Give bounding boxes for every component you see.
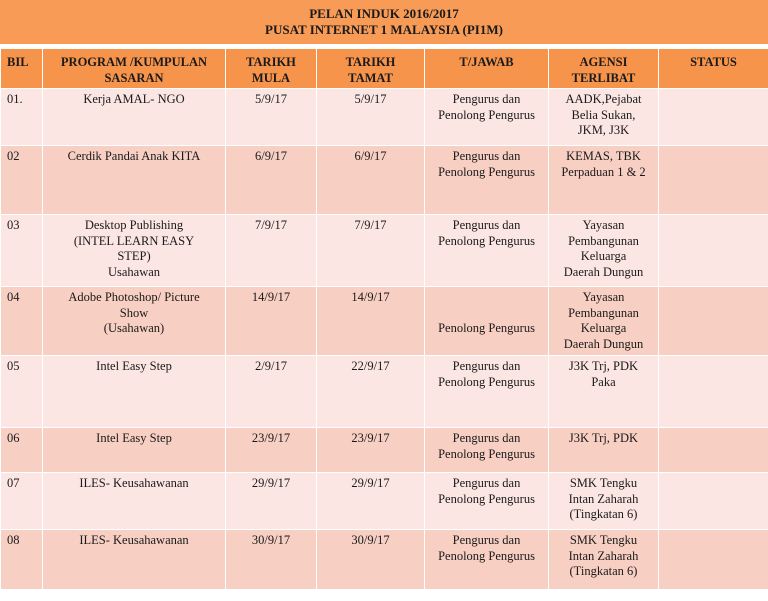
- plan-table: [0, 48, 768, 590]
- cell-tarikh-mula: 23/9/17: [226, 428, 317, 473]
- cell-tarikh-tamat: 5/9/17: [317, 89, 425, 146]
- table-row: [1, 473, 768, 530]
- cell-tarikh-mula: 6/9/17: [226, 146, 317, 215]
- cell-tjawab: Pengurus dan Penolong Pengurus: [425, 146, 549, 215]
- header-bil: BIL: [1, 49, 43, 89]
- cell-status: [659, 89, 768, 146]
- cell-tarikh-tamat: 7/9/17: [317, 215, 425, 287]
- cell-agensi: J3K Trj, PDK: [549, 428, 659, 473]
- cell-tarikh-tamat: 30/9/17: [317, 530, 425, 590]
- cell-bil: 04: [1, 287, 43, 356]
- cell-bil: 08: [1, 530, 43, 590]
- cell-program: Desktop Publishing (INTEL LEARN EASY STEP) Usahawan: [43, 215, 226, 287]
- cell-program: ILES- Keusahawanan: [43, 530, 226, 590]
- cell-tarikh-mula: 5/9/17: [226, 89, 317, 146]
- title-line-2: PUSAT INTERNET 1 MALAYSIA (PI1M): [265, 22, 503, 37]
- cell-agensi: Yayasan Pembangunan Keluarga Daerah Dungun: [549, 287, 659, 356]
- cell-program: Intel Easy Step: [43, 428, 226, 473]
- cell-tarikh-tamat: 23/9/17: [317, 428, 425, 473]
- header-tjawab: T/JAWAB: [425, 49, 549, 89]
- cell-tjawab: Pengurus dan Penolong Pengurus: [425, 89, 549, 146]
- cell-tarikh-mula: 30/9/17: [226, 530, 317, 590]
- cell-bil: 05: [1, 356, 43, 428]
- cell-tjawab: Pengurus dan Penolong Pengurus: [425, 473, 549, 530]
- cell-tjawab: Pengurus dan Penolong Pengurus: [425, 356, 549, 428]
- cell-tarikh-tamat: 29/9/17: [317, 473, 425, 530]
- cell-tarikh-mula: 29/9/17: [226, 473, 317, 530]
- cell-status: [659, 473, 768, 530]
- cell-tarikh-mula: 2/9/17: [226, 356, 317, 428]
- table-body: [1, 89, 768, 590]
- cell-tjawab: Pengurus dan Penolong Pengurus: [425, 428, 549, 473]
- cell-program: Adobe Photoshop/ Picture Show (Usahawan): [43, 287, 226, 356]
- table-row: [1, 530, 768, 590]
- cell-tjawab: Pengurus dan Penolong Pengurus: [425, 530, 549, 590]
- cell-program: Kerja AMAL- NGO: [43, 89, 226, 146]
- cell-tarikh-mula: 7/9/17: [226, 215, 317, 287]
- cell-tarikh-mula: 14/9/17: [226, 287, 317, 356]
- table-row: [1, 287, 768, 356]
- title-line-1: PELAN INDUK 2016/2017: [309, 6, 459, 21]
- header-tarikh-tamat: TARIKH TAMAT: [317, 49, 425, 89]
- cell-status: [659, 215, 768, 287]
- cell-status: [659, 146, 768, 215]
- cell-agensi: J3K Trj, PDK Paka: [549, 356, 659, 428]
- cell-bil: 02: [1, 146, 43, 215]
- table-row: [1, 356, 768, 428]
- cell-tjawab: Penolong Pengurus: [425, 287, 549, 356]
- cell-status: [659, 428, 768, 473]
- header-program: PROGRAM /KUMPULAN SASARAN: [43, 49, 226, 89]
- table-row: [1, 428, 768, 473]
- cell-tjawab: Pengurus dan Penolong Pengurus: [425, 215, 549, 287]
- cell-tarikh-tamat: 6/9/17: [317, 146, 425, 215]
- cell-tarikh-tamat: 14/9/17: [317, 287, 425, 356]
- table-row: [1, 215, 768, 287]
- cell-program: Intel Easy Step: [43, 356, 226, 428]
- header-agensi: AGENSI TERLIBAT: [549, 49, 659, 89]
- cell-agensi: SMK Tengku Intan Zaharah (Tingkatan 6): [549, 473, 659, 530]
- cell-agensi: Yayasan Pembangunan Keluarga Daerah Dungun: [549, 215, 659, 287]
- cell-program: ILES- Keusahawanan: [43, 473, 226, 530]
- cell-status: [659, 356, 768, 428]
- cell-agensi: KEMAS, TBK Perpaduan 1 & 2: [549, 146, 659, 215]
- cell-status: [659, 287, 768, 356]
- cell-program: Cerdik Pandai Anak KITA: [43, 146, 226, 215]
- header-tarikh-mula: TARIKH MULA: [226, 49, 317, 89]
- cell-bil: 07: [1, 473, 43, 530]
- document-title: [0, 0, 768, 46]
- cell-agensi: SMK Tengku Intan Zaharah (Tingkatan 6): [549, 530, 659, 590]
- table-row: [1, 89, 768, 146]
- header-status: STATUS: [659, 49, 768, 89]
- cell-tarikh-tamat: 22/9/17: [317, 356, 425, 428]
- cell-bil: 01.: [1, 89, 43, 146]
- table-row: [1, 146, 768, 215]
- cell-bil: 03: [1, 215, 43, 287]
- cell-bil: 06: [1, 428, 43, 473]
- cell-status: [659, 530, 768, 590]
- cell-agensi: AADK,Pejabat Belia Sukan, JKM, J3K: [549, 89, 659, 146]
- header-row: [1, 49, 768, 89]
